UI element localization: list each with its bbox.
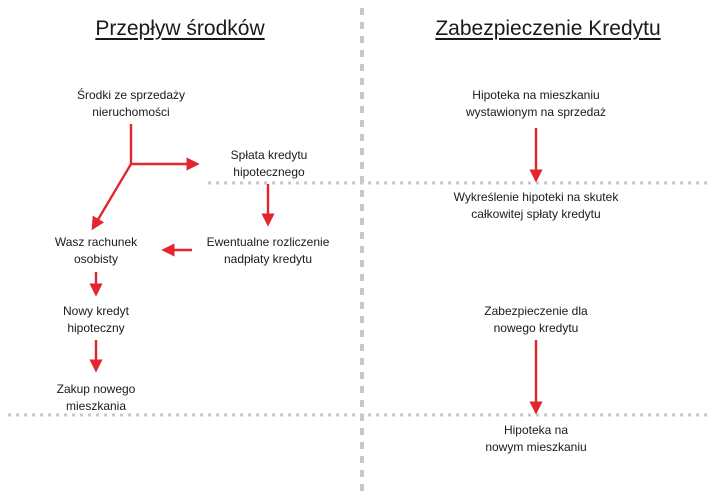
node-personal-account-line2: osobisty <box>73 252 119 266</box>
node-overpayment-settlement-line2: nadpłaty kredytu <box>223 252 313 266</box>
node-new-loan-collateral-line1: Zabezpieczenie dla <box>484 304 588 318</box>
node-mortgage-new-apartment-line2: nowym mieszkaniu <box>485 440 587 454</box>
node-new-loan-collateral-line2: nowego kredytu <box>493 321 579 335</box>
left-panel-title: Przepływ środków <box>95 17 265 40</box>
node-mortgage-on-sale-apartment-line2: wystawionym na sprzedaż <box>465 105 607 119</box>
right-panel-title: Zabezpieczenie Kredytu <box>435 17 661 40</box>
node-mortgage-deletion-line1: Wykreślenie hipoteki na skutek <box>453 190 619 204</box>
node-new-loan-collateral <box>484 303 587 337</box>
node-mortgage-on-sale-apartment-line1: Hipoteka na mieszkaniu <box>472 88 600 102</box>
node-overpayment-settlement-line1: Ewentualne rozliczenie <box>206 235 330 249</box>
node-personal-account <box>55 234 137 268</box>
node-mortgage-new-apartment-line1: Hipoteka na <box>503 423 569 437</box>
node-new-mortgage-line1: Nowy kredyt <box>62 304 130 318</box>
node-mortgage-deletion-line2: całkowitej spłaty kredytu <box>471 207 601 221</box>
node-sale-funds-line1: Środki ze sprzedaży <box>76 88 186 102</box>
node-new-apartment-purchase <box>57 381 136 415</box>
node-mortgage-repayment-line2: hipotecznego <box>233 165 305 179</box>
node-new-apartment-purchase-line2: mieszkania <box>65 399 127 413</box>
node-sale-funds <box>77 87 185 121</box>
node-mortgage-repayment-line1: Spłata kredytu <box>230 148 308 162</box>
node-sale-funds-line2: nieruchomości <box>92 105 170 119</box>
node-new-apartment-purchase-line1: Zakup nowego <box>56 382 136 396</box>
node-mortgage-repayment <box>231 147 308 181</box>
node-overpayment-settlement <box>207 234 330 268</box>
node-mortgage-new-apartment <box>485 422 586 456</box>
node-mortgage-on-sale-apartment <box>466 87 606 121</box>
arrow-sale-to-account <box>93 164 131 228</box>
node-new-mortgage-line2: hipoteczny <box>67 321 125 335</box>
node-personal-account-line1: Wasz rachunek <box>54 235 138 249</box>
node-new-mortgage <box>63 303 129 337</box>
node-mortgage-deletion <box>454 189 619 223</box>
